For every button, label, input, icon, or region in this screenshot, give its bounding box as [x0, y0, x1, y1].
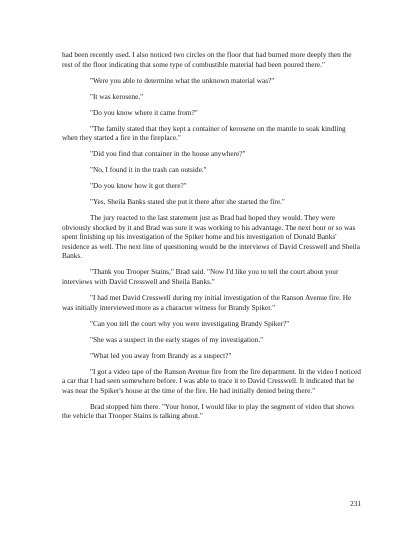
paragraph: "It was kerosene.": [90, 91, 144, 101]
page-number: 231: [350, 499, 361, 508]
paragraph: "Yes, Sheila Banks stated she put it there after she started the fire.": [90, 197, 285, 207]
paragraph: had been recently used. I also noticed two circles on the floor that had burned more deeply then the rest of the floor indicating that some type of combustible material had been poured there.": [62, 50, 352, 69]
paragraph: "Thank you Trooper Stains," Brad said. "Now I'd like you to tell the court about your interviews with David Cresswell and Sheila Banks.": [62, 267, 339, 286]
paragraph: Brad stopped him there. "Your honor, I would like to play the segment of video that shows the vehicle that Trooper Stains is talking about.": [62, 401, 355, 421]
paragraph: "Do you know how it got there?": [90, 181, 187, 191]
paragraph: "Do you know where it came from?": [90, 107, 198, 117]
paragraph: "I had met David Cresswell during my initial investigation of the Ranson Avenue fire. He was initially interviewed more as a character witness for Brandy Spiker.": [62, 292, 352, 312]
paragraph: "She was a suspect in the early stages of my investigation.": [90, 334, 264, 344]
paragraph: "The family stated that they kept a container of kerosene on the mantle to soak kindling when they started a fire in the fireplace.": [62, 123, 346, 143]
paragraph: "Can you tell the court why you were investigating Brandy Spiker?": [90, 318, 290, 328]
paragraph: "No, I found it in the trash can outside.": [90, 165, 207, 175]
paragraph: "What led you away from Brandy as a suspect?": [90, 350, 232, 360]
paragraph: "Did you find that container in the house anywhere?": [90, 149, 246, 159]
paragraph: "Were you able to determine what the unknown material was?": [90, 75, 275, 85]
body-text: [62, 50, 362, 427]
paragraph: "I got a video tape of the Ranson Avenue fire from the fire department. In the video I noticed a car that I had seen somewhere before. I was able to trace it to David Cresswell. It indicated that he was near the Spiker's house at the time of the fire. He had initially denied being there.": [62, 366, 361, 395]
paragraph: The jury reacted to the last statement just as Brad had hoped they would. They were obviously shocked by it and Brad was sure it was working to his advantage. The next hour or so was spent finishing up his investigation of the Spiker home and his investigation of Donald Banks' residence as well. The next line of questioning would be the interviews of David Cresswell and Sheila Banks.: [62, 213, 360, 261]
